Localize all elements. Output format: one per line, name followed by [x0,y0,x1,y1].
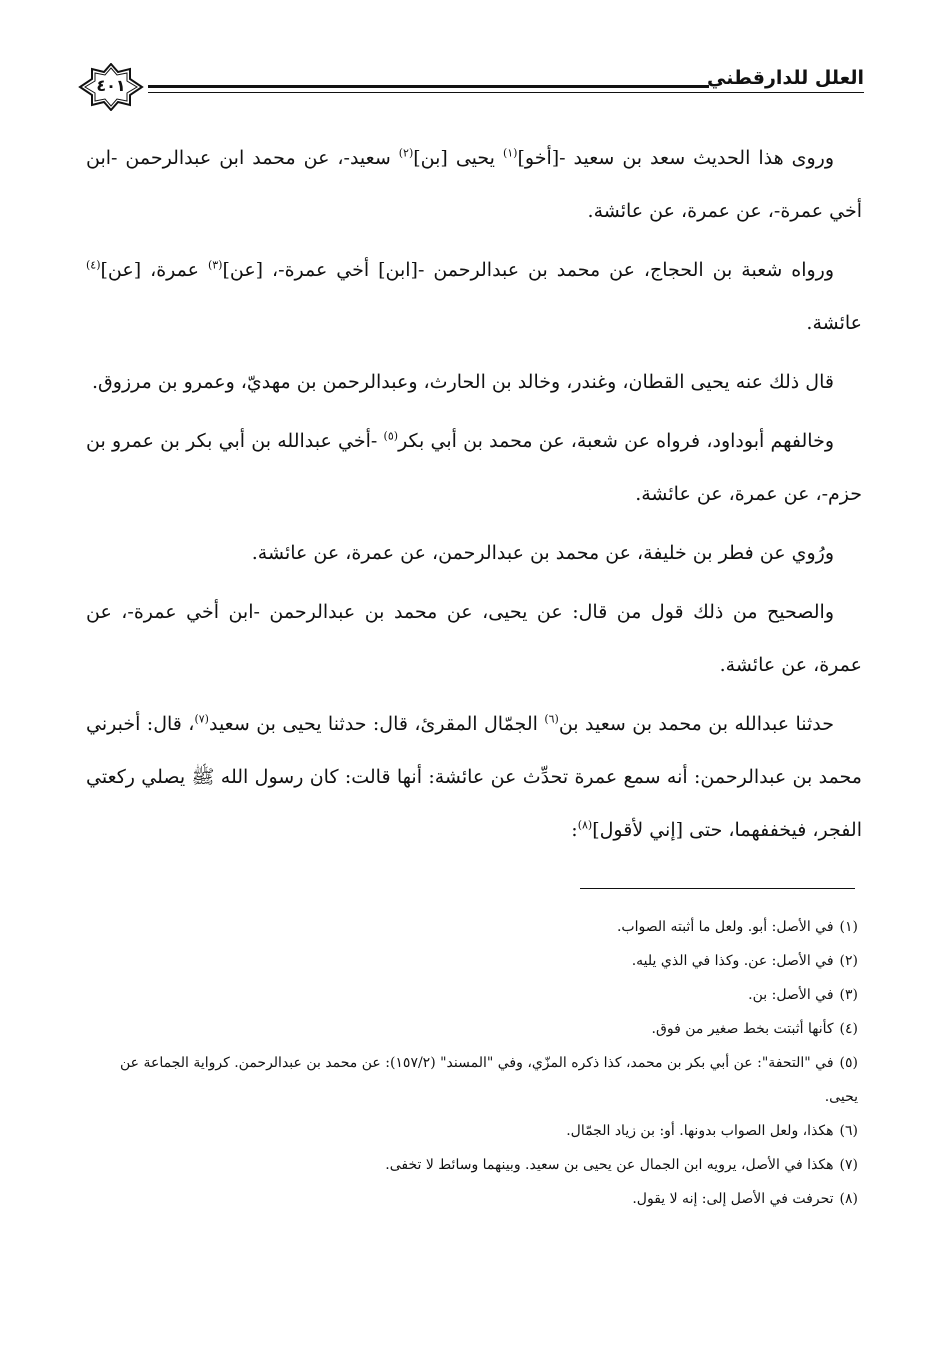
footnote [86,1012,862,1046]
footnote-number: (١) [839,919,858,935]
footnote [86,1046,862,1114]
paragraph-text: سعيد-، عن محمد ابن عبدالرحمن -ابن أخي عمرة-، عن عمرة، عن عائشة. [86,147,862,222]
footnote-divider [580,888,855,889]
footnote-text: هكذا في الأصل، يرويه ابن الجمال عن يحيى بن سعيد. وبينهما وسائط لا تخفى. [385,1157,834,1173]
footnote-marker: (٦) [544,712,559,726]
footnote-marker: (٥) [383,429,399,443]
footnote-number: (٢) [839,953,858,969]
footnote-number: (٤) [839,1021,858,1037]
paragraph-text: والصحيح من ذلك قول من قال: عن يحيى، عن محمد بن عبدالرحمن -ابن أخي عمرة-، عن عمرة، عن عائشة. [86,601,862,676]
footnotes-section [86,910,862,1216]
footnote [86,1114,862,1148]
footnote-text: في "التحفة": عن أبي بكر بن محمد، كذا ذكره المزّي، وفي "المسند" (١٥٧/٢): عن محمد بن عبدالرحمن. كرواية الجماعة عن يحيى. [120,1055,858,1105]
body-paragraph [86,132,862,238]
body-paragraph [86,527,862,580]
page-number-badge [78,63,144,111]
footnote-marker: (٧) [194,712,209,726]
footnote [86,978,862,1012]
paragraph-text: : [571,819,578,841]
footnote-text: هكذا، ولعل الصواب بدونها. أو: بن زياد الجمّال. [566,1123,834,1139]
body-paragraph [86,586,862,692]
body-paragraph [86,356,862,409]
footnote [86,910,862,944]
footnote-number: (٨) [839,1191,858,1207]
paragraph-text: عائشة. [806,312,862,334]
footnote-marker: (٤) [86,258,101,272]
paragraph-text: قال ذلك عنه يحيى القطان، وغندر، وخالد بن الحارث، وعبدالرحمن بن مهديّ، وعمرو بن مرزوق. [91,371,834,393]
page-header [78,55,864,115]
footnote-marker: (١) [502,146,518,160]
footnote-marker: (٨) [577,818,593,832]
footnote-text: في الأصل: عن. وكذا في الذي يليه. [631,953,834,969]
body-paragraph [86,415,862,521]
paragraph-text: حدثنا عبدالله بن محمد بن سعيد بن [558,713,834,735]
footnote-number: (٣) [839,987,858,1003]
footnote-marker: (٣) [207,258,223,272]
footnote-marker: (٢) [398,146,414,160]
paragraph-text: الجمّال المقرئ، قال: حدثنا يحيى بن سعيد [208,713,545,735]
paragraph-text: يحيى [بن] [413,147,503,169]
footnote [86,1148,862,1182]
paragraph-text: وروى هذا الحديث سعد بن سعيد -[أخو] [517,147,834,169]
main-text [86,132,862,857]
paragraph-text: ورواه شعبة بن الحجاج، عن محمد بن عبدالرحمن -[ابن] أخي عمرة-، [عن] [222,259,834,281]
paragraph-text: ، قال: أخبرني محمد بن عبدالرحمن: أنه سمع عمرة تحدِّث عن عائشة: أنها قالت: كان رسول الله ﷺ يصلي ركعتي الفجر، فيخففهما، حتى [إني لأقول] [86,713,862,841]
footnote [86,944,862,978]
footnote [86,1182,862,1216]
body-paragraph [86,698,862,857]
body-paragraph [86,244,862,350]
paragraph-text: وخالفهم أبوداود، فرواه عن شعبة، عن محمد بن أبي بكر [398,430,834,452]
header-rule-thin [148,92,864,93]
footnote-text: تحرفت في الأصل إلى: إنه لا يقول. [632,1191,834,1207]
footnote-number: (٦) [839,1123,858,1139]
footnote-text: كأنها أثبتت بخط صغير من فوق. [651,1021,834,1037]
footnote-text: في الأصل: بن. [748,987,834,1003]
page-number: ٤٠١ [96,76,126,95]
paragraph-text: ورُوي عن فطر بن خليفة، عن محمد بن عبدالرحمن، عن عمرة، عن عائشة. [251,542,834,564]
paragraph-text: عمرة، [عن] [100,259,208,281]
footnote-number: (٧) [839,1157,858,1173]
header-rule-thick [148,85,709,88]
footnote-text: في الأصل: أبو. ولعل ما أثبته الصواب. [616,919,834,935]
paragraph-text: -أخي عبدالله بن أبي بكر بن عمرو بن حزم-، عن عمرة، عن عائشة. [86,430,862,505]
book-title: العلل للدارقطني [707,67,864,89]
footnote-number: (٥) [839,1055,858,1071]
